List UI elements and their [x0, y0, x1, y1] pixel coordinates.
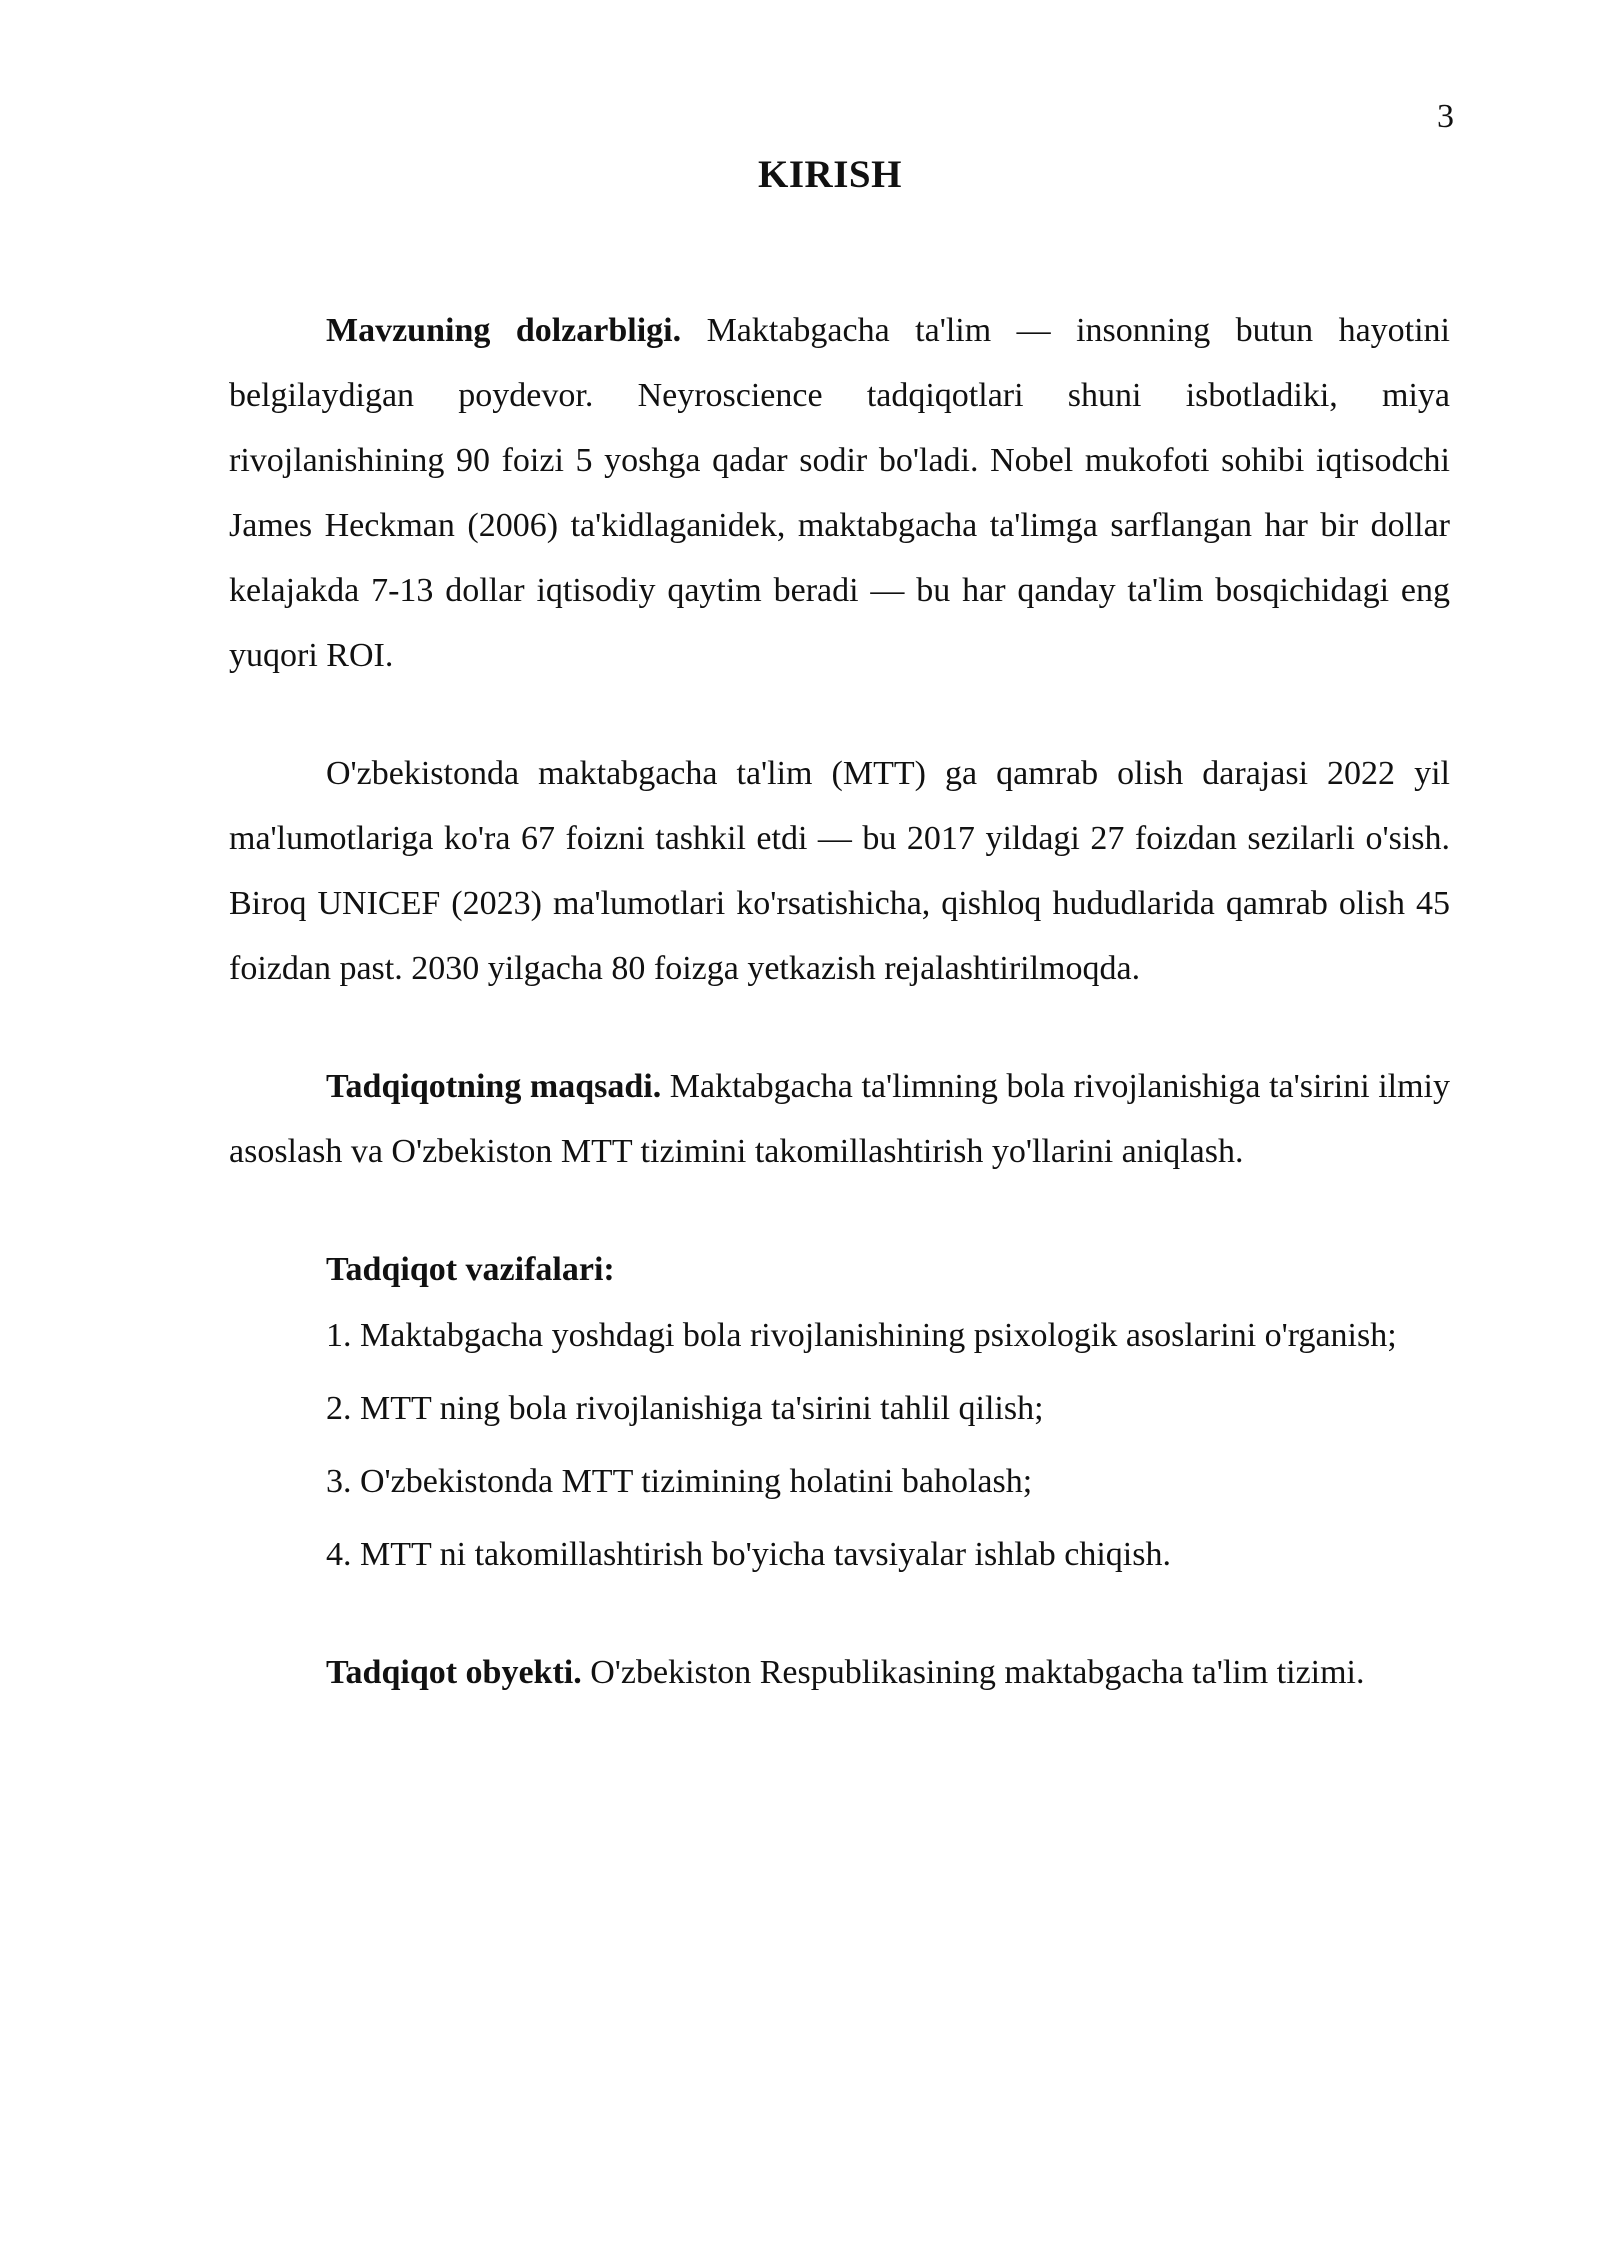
tasks-heading: Tadqiqot vazifalari:: [326, 1251, 615, 1288]
paragraph-text: O'zbekiston Respublikasining maktabgacha ta'lim tizimi.: [581, 1654, 1365, 1691]
paragraph-lead: Tadqiqotning maqsadi.: [326, 1068, 662, 1105]
paragraph-goal: [229, 1054, 1450, 1184]
paragraph-lead: Tadqiqot obyekti.: [326, 1654, 582, 1691]
task-item: 4. MTT ni takomillashtirish bo'yicha tavsiyalar ishlab chiqish.: [326, 1536, 1171, 1573]
task-item: 1. Maktabgacha yoshdagi bola rivojlanishining psixologik asoslarini o'rganish;: [326, 1317, 1397, 1354]
task-item: 3. O'zbekistonda MTT tizimining holatini baholash;: [326, 1463, 1033, 1500]
paragraph-coverage: [229, 741, 1450, 1001]
paragraph-object: [229, 1640, 1450, 1705]
paragraph-text: O'zbekistonda maktabgacha ta'lim (MTT) ga qamrab olish darajasi 2022 yil ma'lumotlariga ko'ra 67 foizni tashkil etdi — bu 2017 yildagi 27 foizdan sezilarli o'sish. Biroq UNICEF (2023) ma'lumotlari ko'rsatishicha, qishloq hududlarida qamrab olish 45 foizdan past. 2030 yilgacha 80 foizga yetkazish rejalashtirilmoqda.: [229, 755, 1450, 987]
paragraph-text: Maktabgacha ta'limning bola rivojlanishiga ta'sirini ilmiy asoslash va O'zbekiston MTT tizimini takomillashtirish yo'llarini aniqlash.: [229, 1068, 1450, 1170]
section-title: KIRISH: [758, 153, 902, 196]
paragraph-lead: Mavzuning dolzarbligi.: [326, 312, 682, 349]
paragraph-text: Maktabgacha ta'lim — insonning butun hayotini belgilaydigan poydevor. Neyroscience tadqiqotlari shuni isbotladiki, miya rivojlanishining 90 foizi 5 yoshga qadar sodir bo'ladi. Nobel mukofoti sohibi iqtisodchi James Heckman (2006) ta'kidlaganidek, maktabgacha ta'limga sarflangan har bir dollar kelajakda 7-13 dollar iqtisodiy qaytim beradi — bu har qanday ta'lim bosqichidagi eng yuqori ROI.: [229, 312, 1451, 674]
page-number: 3: [1437, 98, 1454, 135]
body-text: [229, 298, 1450, 1705]
task-item: 2. MTT ning bola rivojlanishiga ta'sirini tahlil qilish;: [326, 1390, 1044, 1427]
paragraph-relevance: [229, 298, 1450, 688]
